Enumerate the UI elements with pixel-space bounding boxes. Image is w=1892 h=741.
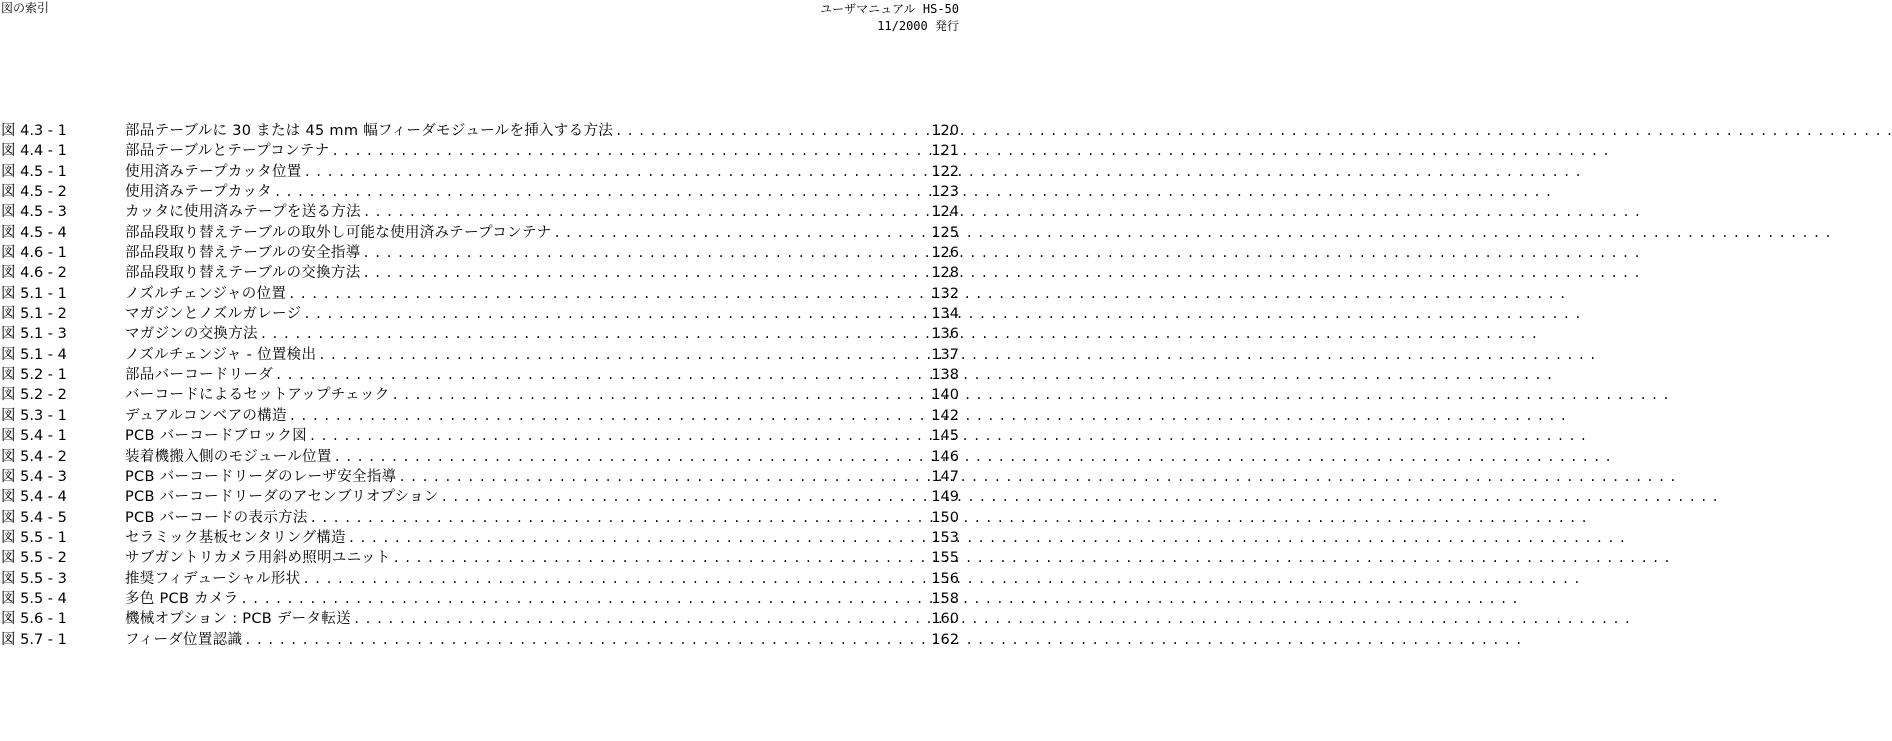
dot-leader: [348, 528, 929, 548]
dot-leader: [241, 589, 930, 609]
header-document-info: [820, 1, 959, 35]
toc-entry[interactable]: [1, 406, 959, 426]
toc-entry[interactable]: [1, 548, 959, 568]
page-number: 160: [931, 611, 959, 628]
page-number: 162: [931, 631, 959, 648]
dot-leader: [310, 508, 930, 528]
toc-entry[interactable]: [1, 162, 959, 182]
figure-number: 図 4.5 - 3: [1, 204, 67, 221]
figure-title: デュアルコンベアの構造: [125, 407, 287, 424]
figure-title: PCB バーコードリーダのレーザ安全指導: [125, 468, 397, 485]
page-number: 137: [931, 346, 959, 363]
toc-entry[interactable]: [1, 345, 959, 365]
page-number: 123: [931, 184, 959, 201]
figure-title: バーコードによるセットアップチェック: [125, 387, 390, 404]
figure-number: 図 5.3 - 1: [1, 407, 67, 424]
dot-leader: [353, 609, 929, 629]
page-number: 136: [931, 326, 959, 343]
page-number: 121: [931, 143, 959, 160]
dot-leader: [260, 324, 929, 344]
figure-title: カッタに使用済みテープを送る方法: [125, 204, 361, 221]
toc-entry[interactable]: [1, 385, 959, 405]
figure-title: 使用済みテープカッタ: [125, 184, 272, 201]
figure-number: 図 5.4 - 5: [1, 509, 67, 526]
figure-number: 図 5.5 - 2: [1, 550, 67, 567]
page-number: 124: [931, 204, 959, 221]
page-number: 155: [931, 550, 959, 567]
dot-leader: [615, 121, 929, 141]
dot-leader: [289, 406, 930, 426]
figure-number: 図 5.1 - 1: [1, 285, 67, 302]
figure-title: サブガントリカメラ用斜め照明ユニット: [125, 550, 391, 567]
page-number: 125: [931, 224, 959, 241]
page-number: 140: [931, 387, 959, 404]
figure-number: 図 4.5 - 1: [1, 163, 67, 180]
toc-entry[interactable]: [1, 609, 959, 629]
dot-leader: [363, 202, 929, 222]
page-number: 146: [931, 448, 959, 465]
toc-entry[interactable]: [1, 508, 959, 528]
toc-entry[interactable]: [1, 426, 959, 446]
figure-title: 使用済みテープカッタ位置: [125, 163, 302, 180]
dot-leader: [302, 569, 929, 589]
dot-leader: [309, 426, 929, 446]
page-number: 126: [931, 245, 959, 262]
dot-leader: [244, 630, 929, 650]
figure-number: 図 4.6 - 2: [1, 265, 67, 282]
toc-entry[interactable]: [1, 528, 959, 548]
figure-title: ノズルチェンジャの位置: [125, 285, 287, 302]
dot-leader: [331, 141, 929, 161]
dot-leader: [393, 548, 930, 568]
toc-entry[interactable]: [1, 182, 959, 202]
figure-number: 図 5.1 - 2: [1, 306, 67, 323]
figure-title: セラミック基板センタリング構造: [125, 529, 346, 546]
figure-title: 部品段取り替えテーブルの取外し可能な使用済みテープコンテナ: [125, 224, 552, 241]
figure-title: 部品テーブルに 30 または 45 mm 幅フィーダモジュールを挿入する方法: [125, 123, 614, 139]
toc-entry[interactable]: [1, 243, 959, 263]
header-manual-name: ユーザマニュアル HS-50: [820, 2, 959, 16]
figure-number: 図 4.6 - 1: [1, 245, 67, 262]
page-number: 132: [931, 285, 959, 302]
figure-number: 図 5.7 - 1: [1, 631, 67, 648]
figure-index-list: [1, 121, 959, 650]
figure-number: 図 5.4 - 3: [1, 468, 67, 485]
figure-title: PCB バーコードの表示方法: [125, 509, 308, 526]
figure-number: 図 5.4 - 4: [1, 489, 67, 506]
toc-entry[interactable]: [1, 589, 959, 609]
toc-entry[interactable]: [1, 630, 959, 650]
toc-entry[interactable]: [1, 223, 959, 243]
figure-number: 図 5.1 - 3: [1, 326, 67, 343]
page-number: 142: [931, 407, 959, 424]
figure-title: ノズルチェンジャ - 位置検出: [125, 346, 317, 363]
dot-leader: [318, 345, 929, 365]
dot-leader: [304, 162, 930, 182]
dot-leader: [553, 223, 929, 243]
toc-entry[interactable]: [1, 324, 959, 344]
dot-leader: [334, 447, 930, 467]
toc-entry[interactable]: [1, 121, 959, 141]
figure-number: 図 5.2 - 2: [1, 387, 67, 404]
figure-title: 部品テーブルとテープコンテナ: [125, 143, 330, 160]
dot-leader: [363, 243, 930, 263]
figure-number: 図 5.5 - 1: [1, 529, 67, 546]
toc-entry[interactable]: [1, 365, 959, 385]
dot-leader: [392, 385, 930, 405]
toc-entry[interactable]: [1, 569, 959, 589]
figure-title: 多色 PCB カメラ: [125, 590, 239, 607]
toc-entry[interactable]: [1, 202, 959, 222]
figure-title: PCB バーコードブロック図: [125, 428, 307, 445]
figure-title: マガジンとノズルガレージ: [125, 306, 302, 323]
toc-entry[interactable]: [1, 304, 959, 324]
page-number: 128: [931, 265, 959, 282]
figure-number: 図 5.4 - 2: [1, 448, 67, 465]
page-number: 156: [931, 570, 959, 587]
figure-number: 図 4.4 - 1: [1, 143, 67, 160]
figure-title: 部品段取り替えテーブルの交換方法: [125, 265, 361, 282]
figure-number: 図 4.5 - 4: [1, 224, 67, 241]
figure-number: 図 4.3 - 1: [1, 123, 67, 139]
header-issue-date: 11/2000 発行: [877, 19, 959, 33]
toc-entry[interactable]: [1, 284, 959, 304]
figure-title: 推奨フィデューシャル形状: [125, 570, 301, 587]
dot-leader: [275, 365, 929, 385]
page-number: 138: [931, 367, 959, 384]
page-number: 145: [931, 428, 959, 445]
page-number: 153: [931, 529, 959, 546]
figure-title: マガジンの交換方法: [125, 326, 258, 343]
figure-title: PCB バーコードリーダのアセンブリオプション: [125, 489, 439, 506]
header-section-title: 図の索引: [1, 1, 50, 15]
dot-leader: [441, 487, 930, 507]
figure-number: 図 5.2 - 1: [1, 367, 67, 384]
figure-number: 図 5.5 - 3: [1, 570, 67, 587]
page-number: 158: [931, 590, 959, 607]
figure-title: 部品バーコードリーダ: [125, 367, 273, 384]
page-number: 120: [931, 123, 959, 139]
dot-leader: [303, 304, 929, 324]
toc-entry[interactable]: [1, 487, 959, 507]
page-number: 147: [931, 468, 959, 485]
figure-number: 図 5.1 - 4: [1, 346, 67, 363]
dot-leader: [363, 263, 930, 283]
dot-leader: [274, 182, 929, 202]
figure-title: フィーダ位置認識: [125, 631, 243, 648]
toc-entry[interactable]: [1, 141, 959, 161]
figure-number: 図 4.5 - 2: [1, 184, 67, 201]
figure-title: 部品段取り替えテーブルの安全指導: [125, 245, 361, 262]
dot-leader: [288, 284, 929, 304]
page-number: 134: [931, 306, 959, 323]
figure-title: 機械オプション : PCB データ転送: [125, 611, 351, 628]
toc-entry[interactable]: [1, 447, 959, 467]
toc-entry[interactable]: [1, 467, 959, 487]
figure-number: 図 5.4 - 1: [1, 428, 67, 445]
toc-entry[interactable]: [1, 263, 959, 283]
page-number: 122: [931, 163, 959, 180]
page-number: 149: [931, 489, 959, 506]
dot-leader: [398, 467, 929, 487]
figure-title: 装着機搬入側のモジュール位置: [125, 448, 332, 465]
figure-number: 図 5.6 - 1: [1, 611, 67, 628]
figure-number: 図 5.5 - 4: [1, 590, 67, 607]
page-number: 150: [931, 509, 959, 526]
